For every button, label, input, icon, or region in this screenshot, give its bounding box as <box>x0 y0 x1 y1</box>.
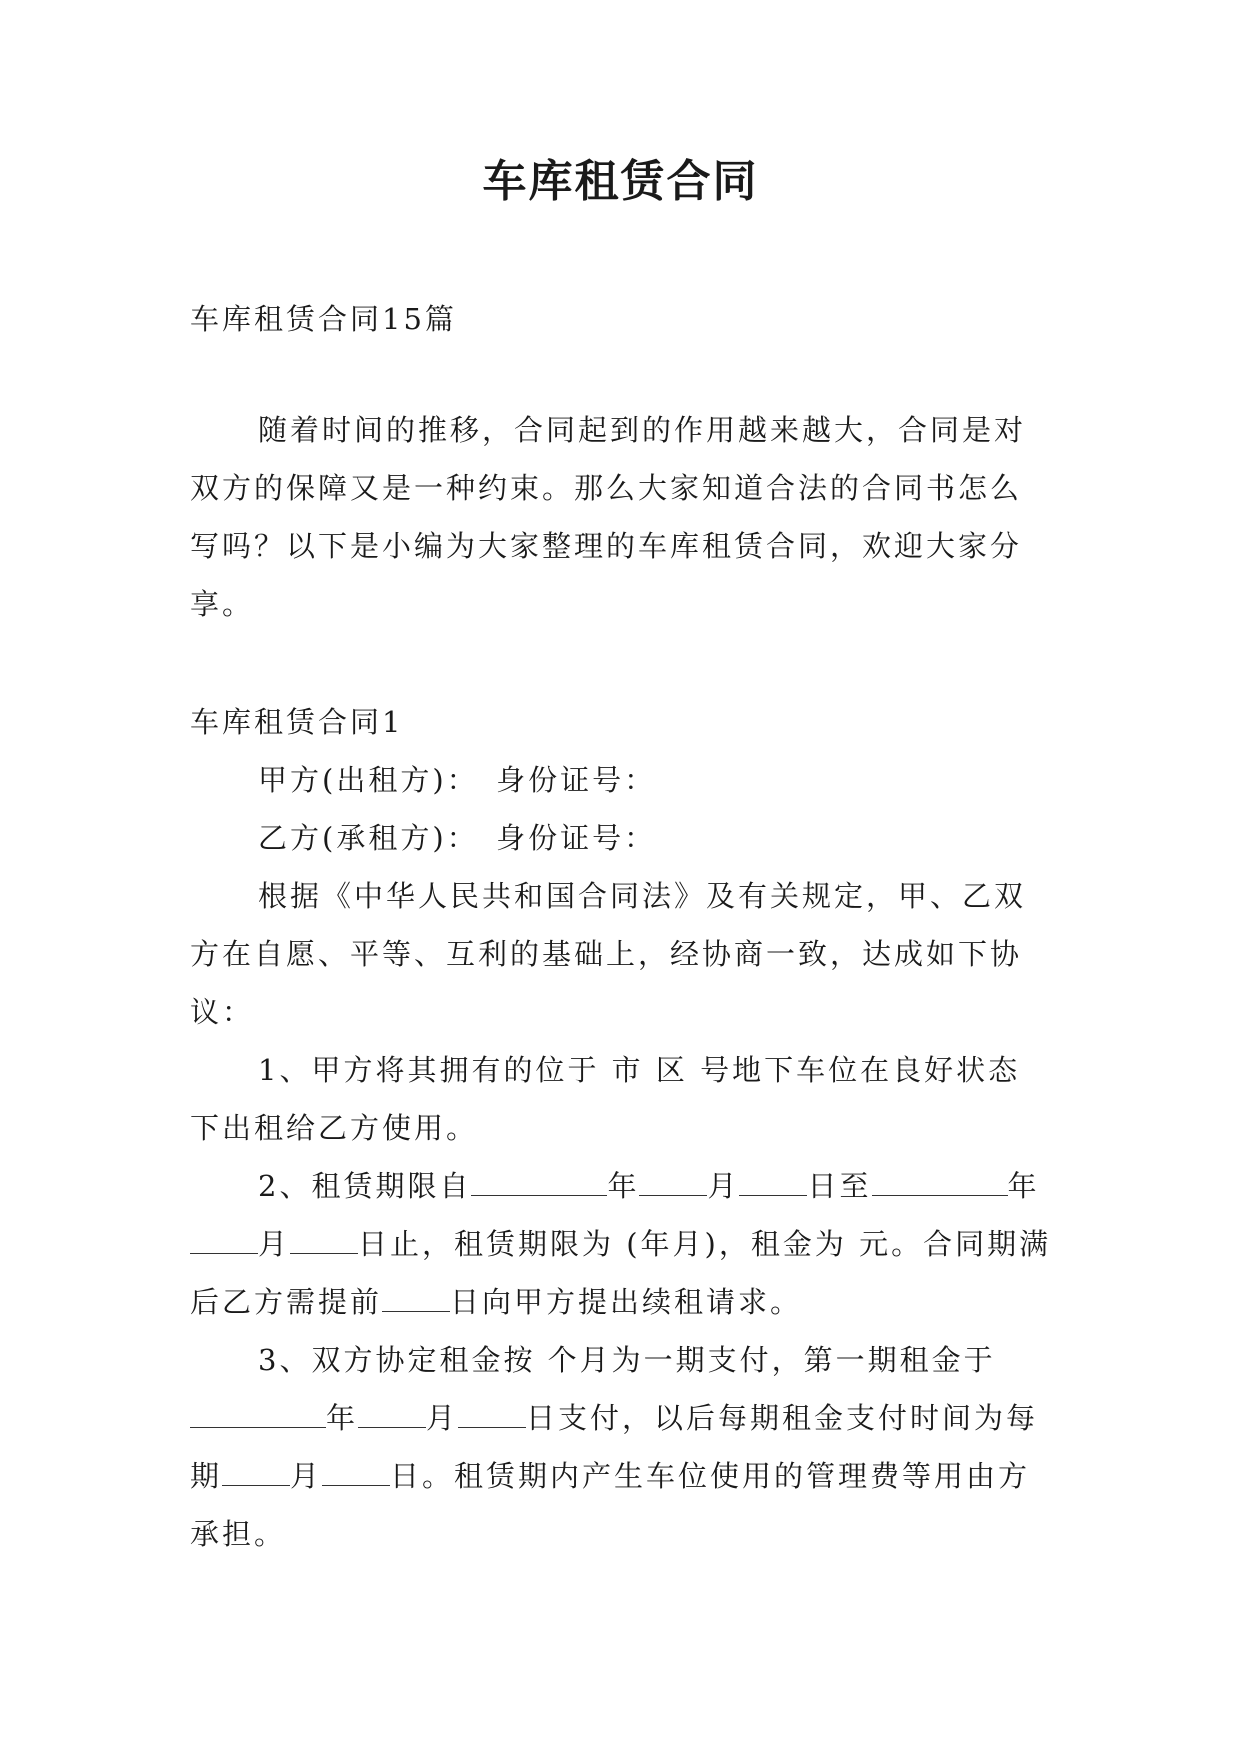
blank-field <box>471 1167 607 1196</box>
document-title: 车库租赁合同 <box>482 156 759 207</box>
document-subtitle: 车库租赁合同15篇 <box>190 302 457 336</box>
clause-3-text: 年 <box>326 1401 359 1435</box>
clause-3-text: 月 <box>426 1401 459 1435</box>
preamble-paragraph: 根据《中华人民共和国合同法》及有关规定，甲、乙双方在自愿、平等、互利的基础上，经协商一致，达成如下协议： <box>190 879 1027 1029</box>
blank-field <box>322 1457 390 1486</box>
clause-1: 1、甲方将其拥有的位于 市 区 号地下车位在良好状态下出租给乙方使用。 <box>190 1053 1021 1145</box>
party-b-line: 乙方(承租方)： 身份证号： <box>258 821 657 855</box>
clause-2-text: 月 <box>707 1169 740 1203</box>
blank-field <box>290 1225 358 1254</box>
blank-field <box>458 1399 526 1428</box>
blank-field <box>639 1167 707 1196</box>
clause-2-text: 2、租赁期限自 <box>258 1169 472 1203</box>
clause-2-text: 日向甲方提出续租请求。 <box>450 1285 803 1319</box>
blank-field <box>382 1283 450 1312</box>
blank-field <box>872 1167 1008 1196</box>
clause-2-text: 日至 <box>807 1169 872 1203</box>
clause-3 <box>190 1331 1052 1563</box>
clause-3-text: 日。租赁期内产生车位使用的管理费等用由方承担。 <box>190 1459 1031 1551</box>
clause-2-text: 年 <box>607 1169 640 1203</box>
blank-field <box>190 1399 326 1428</box>
contract-clauses <box>190 751 1052 1563</box>
clause-3-text: 月 <box>290 1459 323 1493</box>
clause-2 <box>190 1157 1052 1331</box>
clause-3-text: 日支付，以后每期租金支付时间为每期 <box>190 1401 1039 1493</box>
party-a-line: 甲方(出租方)： 身份证号： <box>258 763 657 797</box>
clause-2-text: 月 <box>258 1227 291 1261</box>
clause-2-text: 年 <box>1007 1169 1040 1203</box>
clause-2-text: 日止，租赁期限为 (年月)，租金为 元。合同期满后乙方需提前 <box>190 1227 1052 1319</box>
blank-field <box>358 1399 426 1428</box>
blank-field <box>190 1225 258 1254</box>
clause-3-text: 3、双方协定租金按 个月为一期支付，第一期租金于 <box>258 1343 996 1377</box>
section-heading: 车库租赁合同1 <box>190 705 404 739</box>
blank-field <box>739 1167 807 1196</box>
intro-paragraph: 随着时间的推移，合同起到的作用越来越大，合同是对双方的保障又是一种约束。那么大家知道合法的合同书怎么写吗？以下是小编为大家整理的车库租赁合同，欢迎大家分享。 <box>190 413 1027 621</box>
blank-field <box>222 1457 290 1486</box>
